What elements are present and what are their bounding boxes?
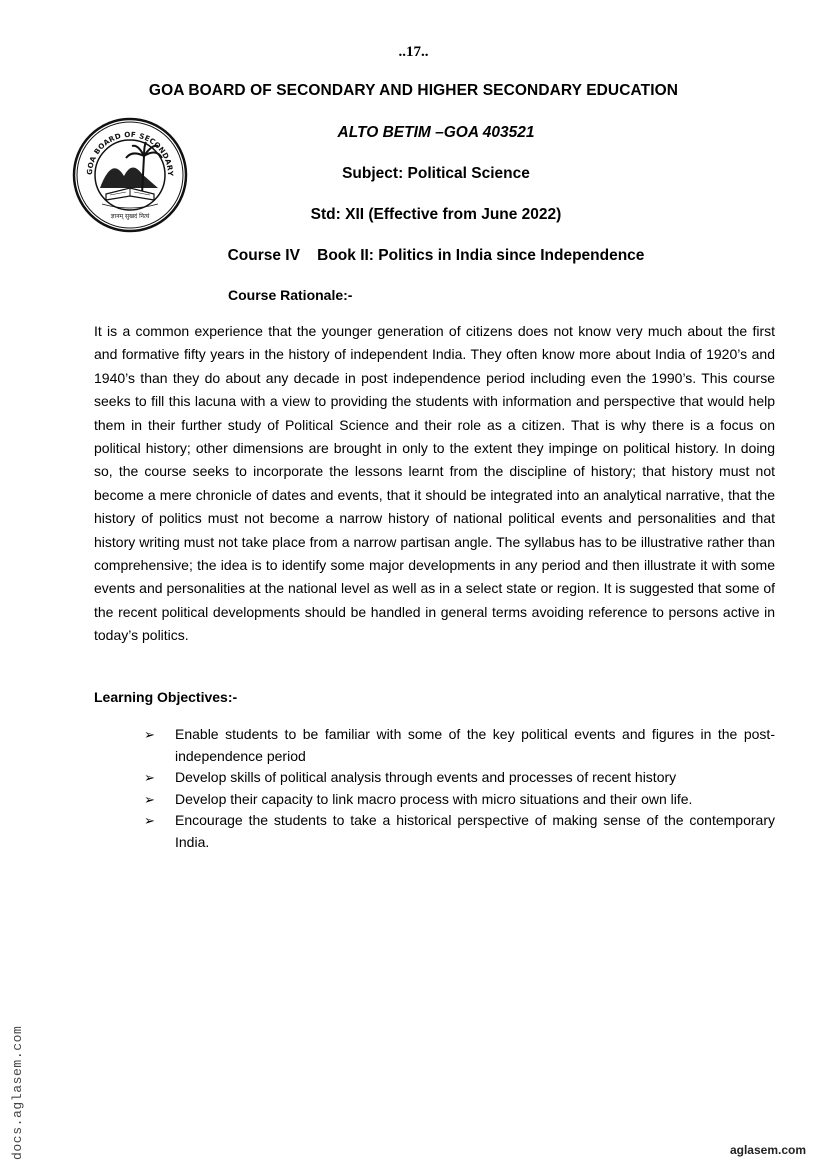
standard-line: Std: XII (Effective from June 2022) [310, 206, 562, 223]
side-watermark: docs.aglasem.com [10, 1025, 25, 1160]
list-item [144, 767, 775, 789]
arrow-bullet-icon: ➢ [144, 727, 155, 742]
rationale-heading: Course Rationale:- [228, 287, 353, 303]
objective-text: Develop their capacity to link macro process with micro situations and their own life. [175, 790, 693, 807]
corner-watermark: aglasem.com [729, 1143, 806, 1157]
list-item [144, 810, 775, 853]
board-title: GOA BOARD OF SECONDARY AND HIGHER SECONDARY EDUCATION [148, 82, 679, 99]
list-item [144, 724, 775, 767]
subject-line: Subject: Political Science [342, 165, 530, 182]
objective-text: Enable students to be familiar with some of the key political events and figures in the post-independence period [175, 726, 775, 764]
arrow-bullet-icon: ➢ [144, 791, 155, 807]
course-line: Course IV Book II: Politics in India since Independence [227, 247, 645, 264]
page-number: ..17.. [398, 44, 429, 60]
board-address: ALTO BETIM –GOA 403521 [337, 124, 535, 141]
seal-motto: ज्ञानम् सुखदं नित्यं [110, 213, 150, 220]
arrow-bullet-icon: ➢ [144, 770, 155, 785]
rationale-paragraph: It is a common experience that the younger generation of citizens does not know very much about the first and formative fifty years in the history of independent India. They often know more about India of 1920’s and 1940’s than they do about any decade in post independence period including even the 1990’s. This course seeks to fill this lacuna with a view to providing the students with information and perspective that would help them in their further study of Political Science and their role as a citizen. That is why there is a focus on political history; other dimensions are brought in only to the extent they impinge on political history. In doing so, the course seeks to incorporate the lessons learnt from the discipline of history; that history must not become a mere chronicle of dates and events, that it should be integrated into an analytical narrative, that the history of politics must not become a narrow history of national political events and personalities and that history writing must not take place from a narrow partisan angle. The syllabus has to be illustrative rather than comprehensive; the idea is to identify some major developments in any period and then illustrate it with some events and personalities at the national level as well as in a select state or region. It is suggested that some of the recent political developments should be handled in general terms avoiding reference to persons active in today’s politics. [94, 323, 775, 644]
list-item [144, 789, 775, 811]
arrow-bullet-icon: ➢ [144, 813, 155, 828]
objective-text: Develop skills of political analysis through events and processes of recent history [175, 769, 677, 785]
objectives-list [144, 724, 775, 853]
objective-text: Encourage the students to take a historical perspective of making sense of the contemporary India. [175, 812, 775, 850]
svg-text:GOA BOARD OF SECONDARY & HIGHE: GOA BOARD OF SECONDARY [84, 129, 176, 177]
objectives-heading: Learning Objectives:- [94, 689, 238, 705]
